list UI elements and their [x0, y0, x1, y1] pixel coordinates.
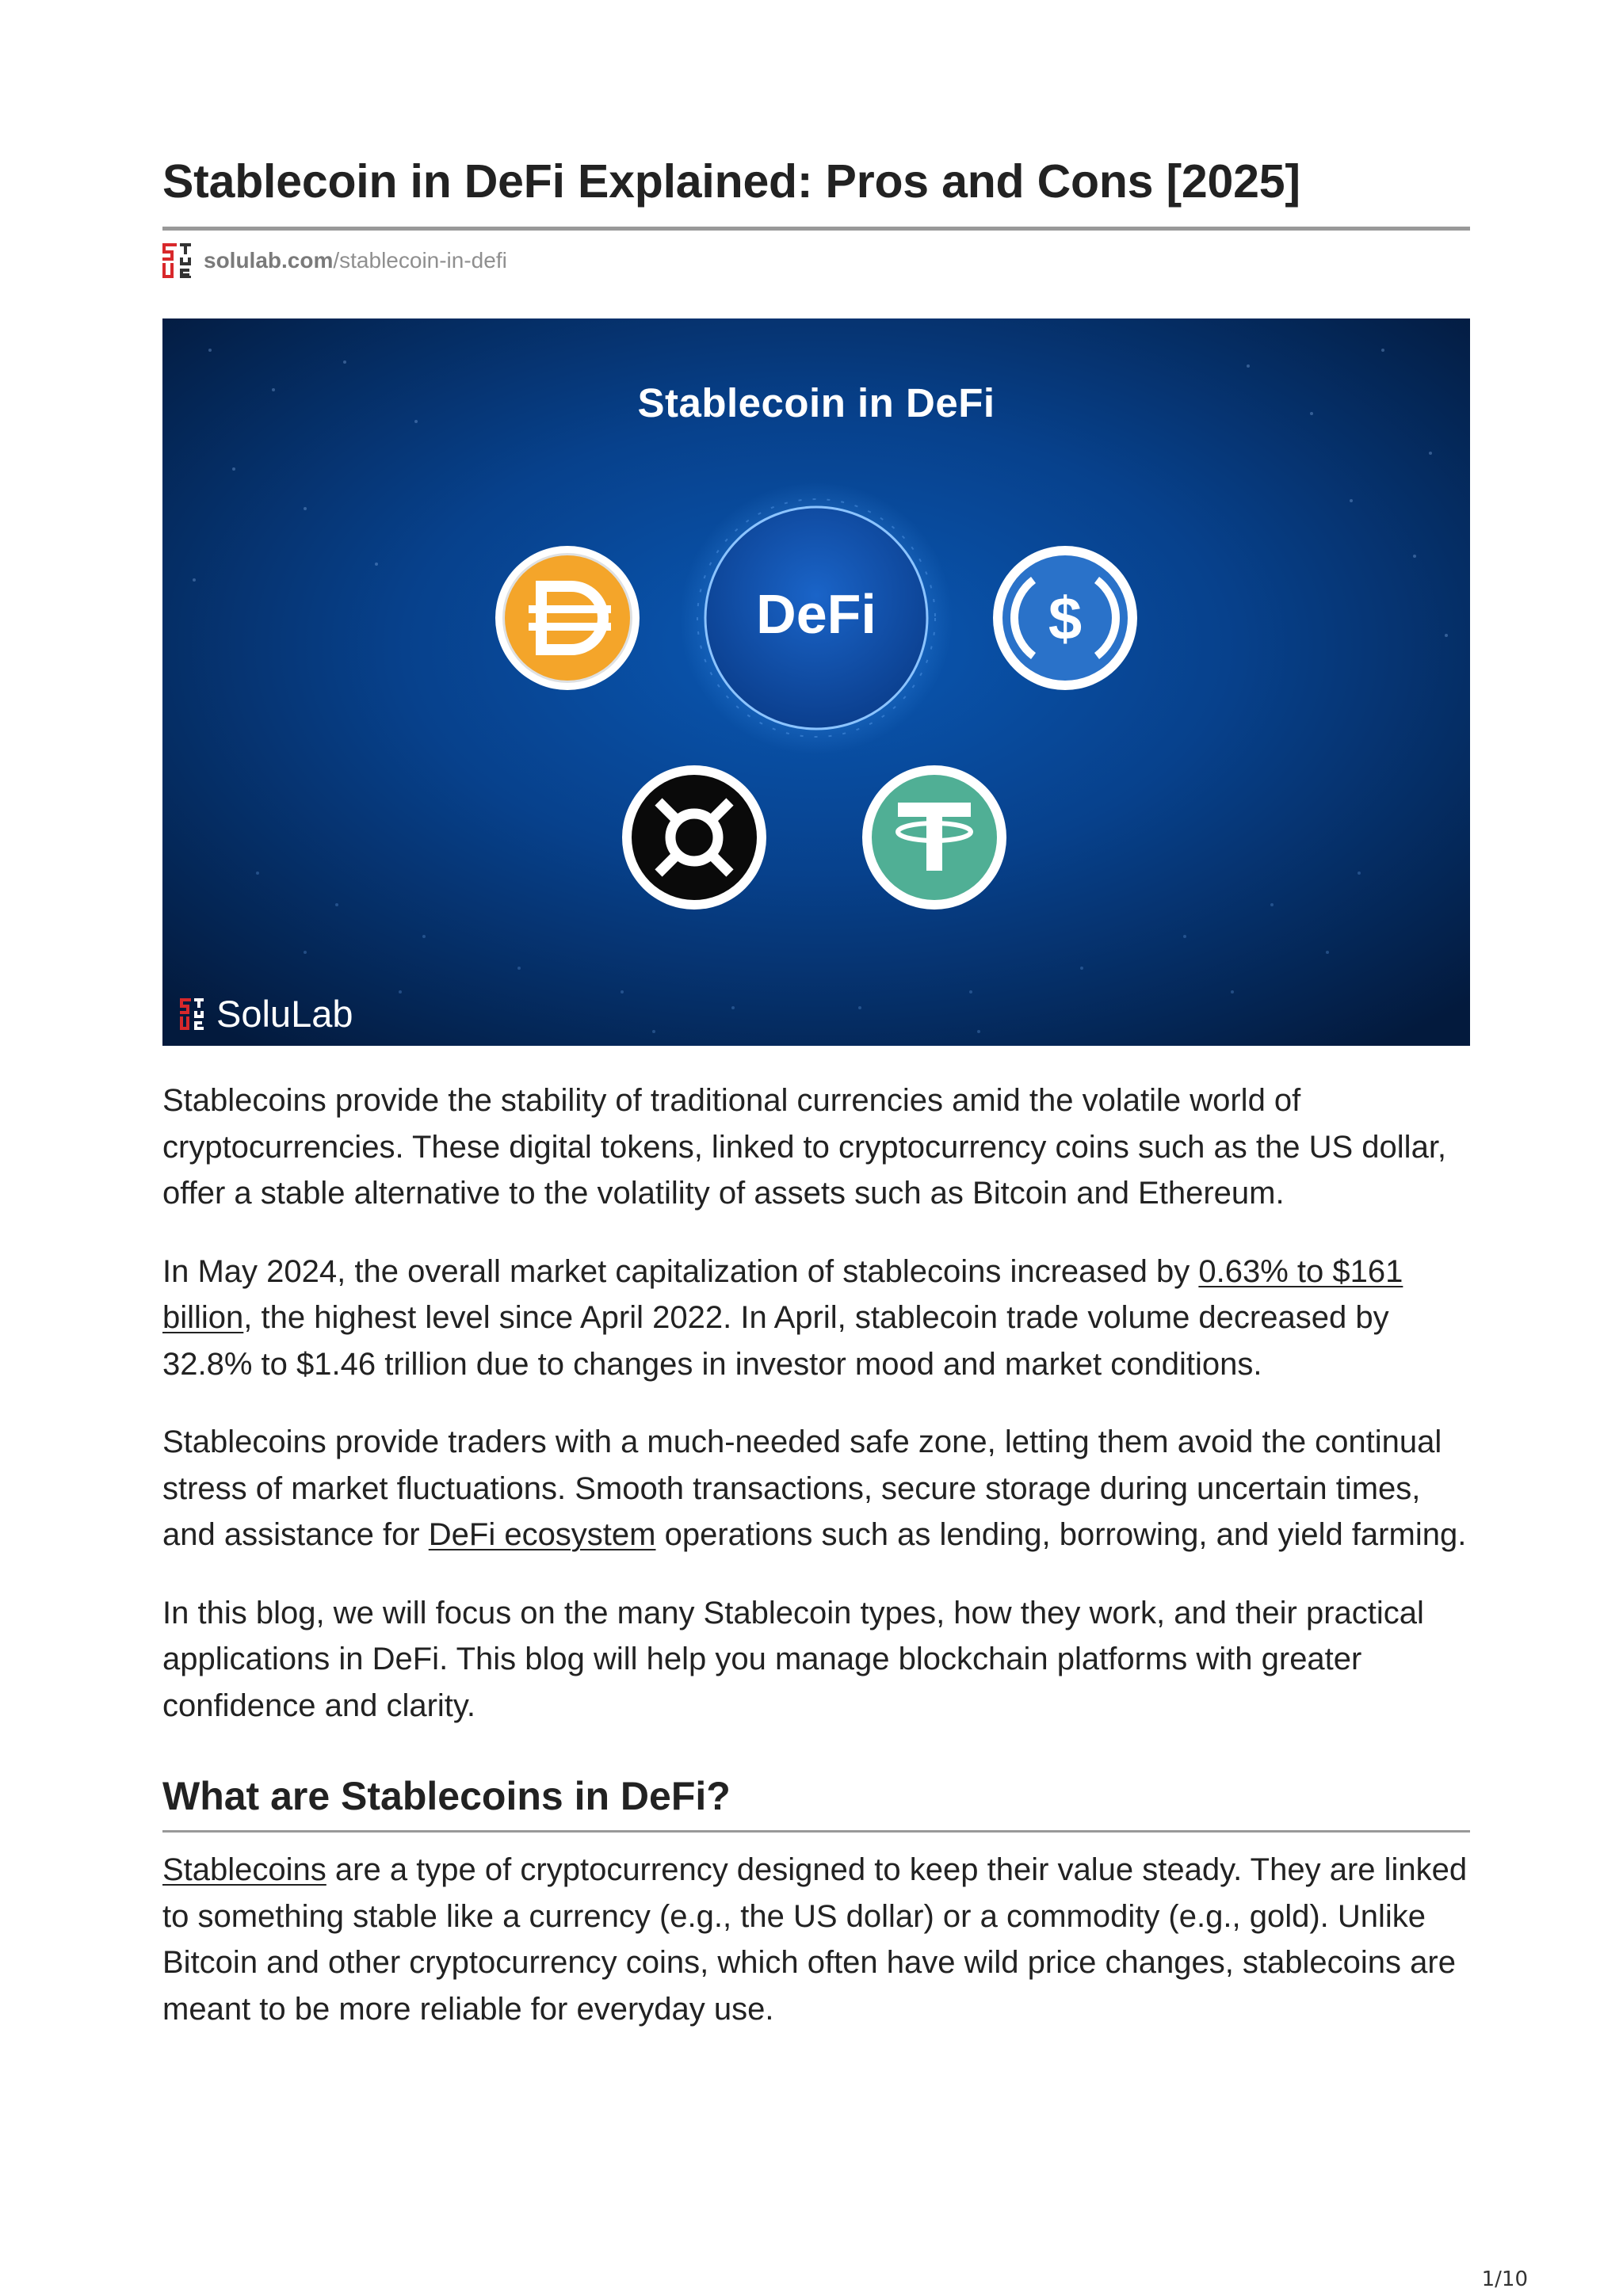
solulab-logo-icon: [162, 243, 194, 278]
hero-brand-name: SoluLab: [216, 993, 353, 1035]
source-line: [162, 242, 1470, 279]
hero-graphic: [162, 318, 1470, 1046]
page-title: Stablecoin in DeFi Explained: Pros and Cons [2025]: [162, 155, 1300, 208]
paragraph-intro: Stablecoins provide the stability of traditional currencies amid the volatile world of cryptocurrencies. These digital tokens, linked to cryptocurrency coins such as the US dollar, offer a stable alternative to the volatility of assets such as Bitcoin and Ethereum.: [162, 1083, 1447, 1211]
paragraph-text: operations such as lending, borrowing, and yield farming.: [655, 1517, 1467, 1552]
paragraph-blog-focus: In this blog, we will focus on the many Stablecoin types, how they work, and their practical applications in DeFi. This blog will help you manage blockchain platforms with greater confidence and clarity.: [162, 1595, 1424, 1723]
source-domain[interactable]: solulab.com: [204, 248, 334, 273]
hero-brand: [180, 992, 353, 1035]
hero-heading: Stablecoin in DeFi: [637, 380, 995, 425]
paragraph-text: In May 2024, the overall market capitalization of stablecoins increased by: [162, 1253, 1199, 1289]
dai-coin-icon: [495, 546, 640, 690]
defi-ecosystem-link[interactable]: DeFi ecosystem: [428, 1517, 656, 1552]
market-cap-link[interactable]: 0.63% to $161 billion: [162, 1253, 1403, 1335]
usdc-coin-icon: [993, 546, 1137, 690]
solulab-logo-icon: [180, 998, 207, 1030]
paragraph-text: Stablecoins provide traders with a much-needed safe zone, letting them avoid the continual stress of market fluctuations. Smooth transactions, secure storage during uncertain times, and assistance for: [162, 1425, 1442, 1552]
stablecoins-link[interactable]: Stablecoins: [162, 1852, 327, 1887]
paragraph-text: are a type of cryptocurrency designed to keep their value steady. They are linked to something stable like a currency (e.g., the US dollar) or a commodity (e.g., gold). Unlike Bitcoin and other cryptocurrency coins, which often have wild price changes, stablecoins are meant to be more reliable for everyday use.: [162, 1852, 1468, 2027]
title-divider: [162, 227, 1470, 231]
hero-center-label: DeFi: [756, 583, 876, 645]
hero-image: [162, 318, 1470, 1046]
article: [162, 151, 1470, 2032]
source-path[interactable]: /stablecoin-in-defi: [333, 248, 507, 273]
paragraph-definition: [162, 1847, 1470, 2032]
paragraph-market-cap: [162, 1249, 1470, 1388]
paragraph-text: , the highest level since April 2022. In April, stablecoin trade volume decreased by 32.8% to $1.46 trillion due to changes in investor mood and market conditions.: [162, 1300, 1389, 1382]
paragraph-safe-zone: [162, 1419, 1470, 1558]
frax-coin-icon: [622, 765, 766, 910]
section-heading: What are Stablecoins in DeFi?: [162, 1774, 731, 1818]
svg-text:$: $: [1048, 585, 1083, 653]
page-number: 1/10: [1481, 2267, 1528, 2291]
section-divider: [162, 1830, 1470, 1833]
tether-coin-icon: [862, 765, 1006, 910]
